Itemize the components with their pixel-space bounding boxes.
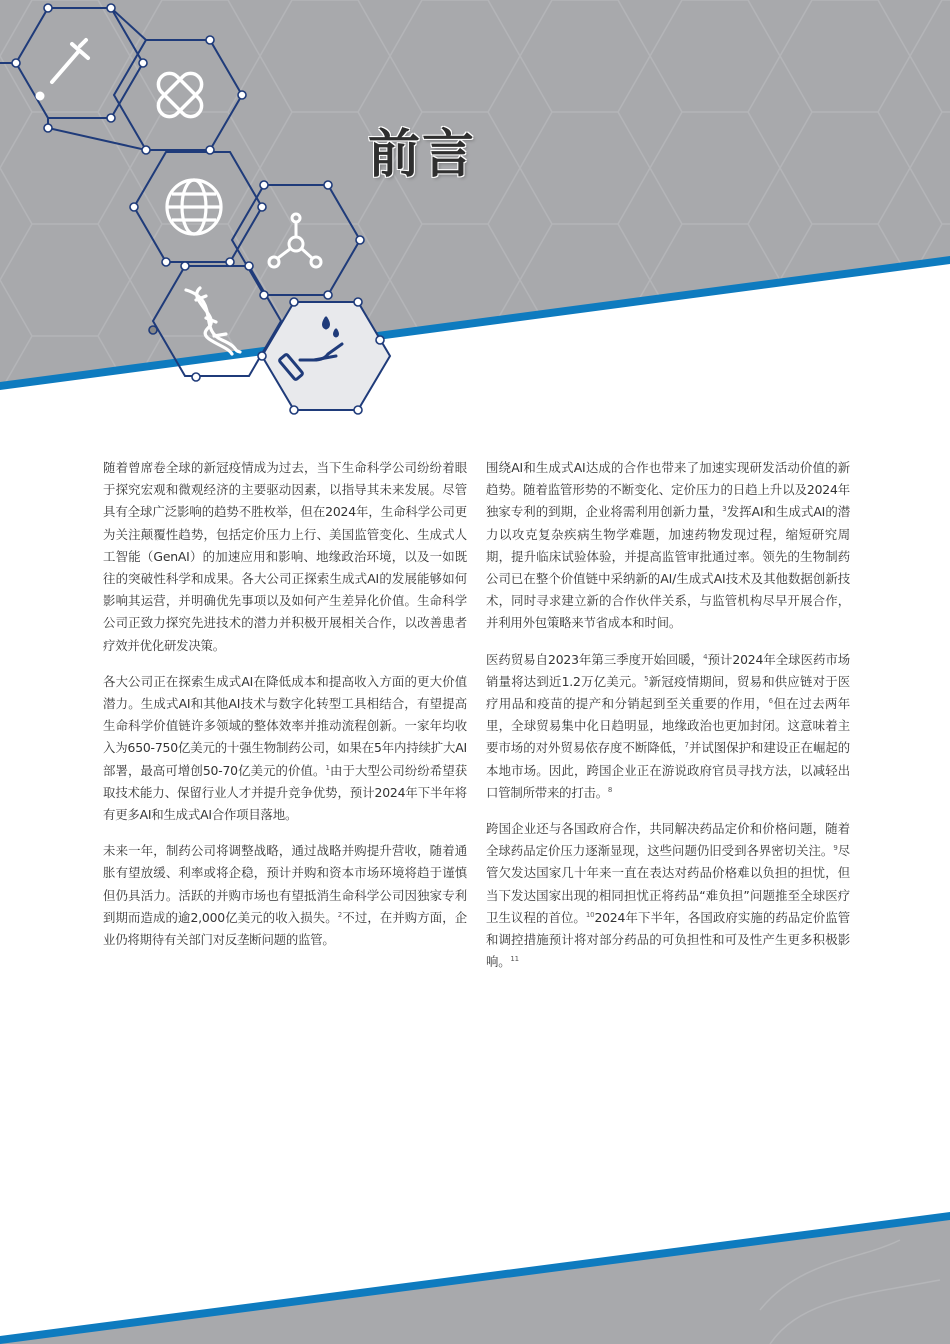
footnote-ref[interactable]: 9 bbox=[833, 844, 838, 853]
footnote-ref[interactable]: 3 bbox=[722, 505, 727, 514]
page-title: 前言 bbox=[368, 125, 477, 185]
footnote-ref[interactable]: 11 bbox=[510, 955, 519, 964]
footnote-ref[interactable]: 4 bbox=[703, 652, 708, 661]
left-column bbox=[103, 457, 467, 965]
footnote-ref[interactable]: 7 bbox=[684, 741, 689, 750]
paragraph-text: 围绕AI和生成式AI达成的合作也带来了加速实现研发活动价值的新趋势。随着监管形势的不断变化、定价压力的日趋上升以及2024年独家专利的到期，企业将需利用创新力量， bbox=[486, 460, 850, 520]
paragraph-text: 并试图保护和建设正在崛起的本地市场。因此，跨国企业正在游说政府官员寻找方法，以减轻出口管制所带来的打击。 bbox=[486, 740, 850, 800]
paragraph-text: 未来一年，制药公司将调整战略，通过战略并购提升营收，随着通胀有望放缓、利率或将企稳，预计并购和资本市场环境将趋于谨慎但仍具活力。活跃的并购市场也有望抵消生命科学公司因独家专利到期而造成的逾2,000亿美元的收入损失。 bbox=[103, 843, 467, 925]
paragraph-text: 但在过去两年里，全球贸易集中化日趋明显，地缘政治也更加封闭。这意味着主要市场的对外贸易依存度不断降低， bbox=[486, 696, 850, 756]
paragraph-text: 尽管欠发达国家几十年来一直在表达对药品价格难以负担的担忧，但当下发达国家出现的相同担忧正将药品“难负担”问题推至全球医疗卫生议程的首位。 bbox=[486, 843, 850, 925]
footnote-ref[interactable]: 5 bbox=[644, 674, 649, 683]
paragraph-text: 2024年下半年，各国政府实施的药品定价监管和调控措施预计将对部分药品的可负担性和可及性产生更多积极影响。 bbox=[486, 909, 850, 970]
right-column bbox=[486, 457, 850, 987]
paragraph-text: 医药贸易自2023年第三季度开始回暖， bbox=[486, 651, 704, 667]
paragraph-text: 预计2024年全球医药市场销量将达到近1.2万亿美元。 bbox=[486, 651, 850, 689]
footnote-ref[interactable]: 2 bbox=[337, 910, 343, 919]
hero-banner bbox=[0, 0, 950, 420]
body-paragraph bbox=[486, 457, 850, 635]
paragraph-text: 跨国企业还与各国政府合作，共同解决药品定价和价格问题，随着全球药品定价压力逐渐显现，这些问题仍旧受到各界密切关注。 bbox=[486, 821, 850, 859]
paragraph-text: 不过，在并购方面，企业仍将期待有关部门对反垄断问题的监管。 bbox=[103, 909, 467, 948]
body-paragraph bbox=[486, 649, 850, 804]
paragraph-text: 发挥AI和生成式AI的潜力以攻克复杂疾病生物学难题，加速药物发现过程，缩短研究周期，提升临床试验体验，并提高监管审批通过率。领先的生物制药公司已在整个价值链中采纳新的AI/生成式AI技术及其他数据创新技术，同时寻求建立新的合作伙伴关系，与监管机构尽早开展合作，并利用外包策略来节省成本和时间。 bbox=[486, 504, 850, 631]
footer-band bbox=[0, 1200, 950, 1344]
footnote-ref[interactable]: 8 bbox=[607, 785, 613, 794]
footnote-ref[interactable]: 10 bbox=[585, 910, 595, 919]
footnote-ref[interactable]: 6 bbox=[768, 696, 773, 705]
body-paragraph bbox=[103, 840, 467, 951]
paragraph-text: 由于大型公司纷纷希望获取技术能力、保留行业人才并提升竞争优势，预计2024年下半年将有更多AI和生成式AI合作项目落地。 bbox=[103, 762, 467, 823]
body-paragraph bbox=[103, 457, 467, 657]
body-paragraph bbox=[103, 671, 467, 826]
paragraph-text: 各大公司正在探索生成式AI在降低成本和提高收入方面的更大价值潜力。生成式AI和其他AI技术与数字化转型工具相结合，有望提高生命科学价值链许多领域的整体效率并推动流程创新。一家年均收入为650-750亿美元的十强生物制药公司，如果在5年内持续扩大AI部署，最高可增创50-70亿美元的价值。 bbox=[103, 673, 467, 778]
paragraph-text: 新冠疫情期间，贸易和供应链对于医疗用品和疫苗的提产和分销起到至关重要的作用， bbox=[486, 673, 850, 712]
footnote-ref[interactable]: 1 bbox=[325, 763, 330, 772]
body-paragraph bbox=[486, 818, 850, 973]
paragraph-text: 随着曾席卷全球的新冠疫情成为过去，当下生命科学公司纷纷着眼于探究宏观和微观经济的主要驱动因素，以指导其未来发展。尽管具有全球广泛影响的趋势不胜枚举，但在2024年，生命科学公司更为关注颠覆性趋势，包括定价压力上行、美国监管变化、生成式人工智能（GenAI）的加速应用和影响、地缘政治环境，以及一如既往的突破性科学和成果。各大公司正探索生成式AI的发展能够如何影响其运营，并明确优先事项以及如何产生差异化价值。生命科学公司正致力探究先进技术的潜力并积极开展相关合作，以改善患者疗效并优化研发决策。 bbox=[103, 460, 467, 653]
